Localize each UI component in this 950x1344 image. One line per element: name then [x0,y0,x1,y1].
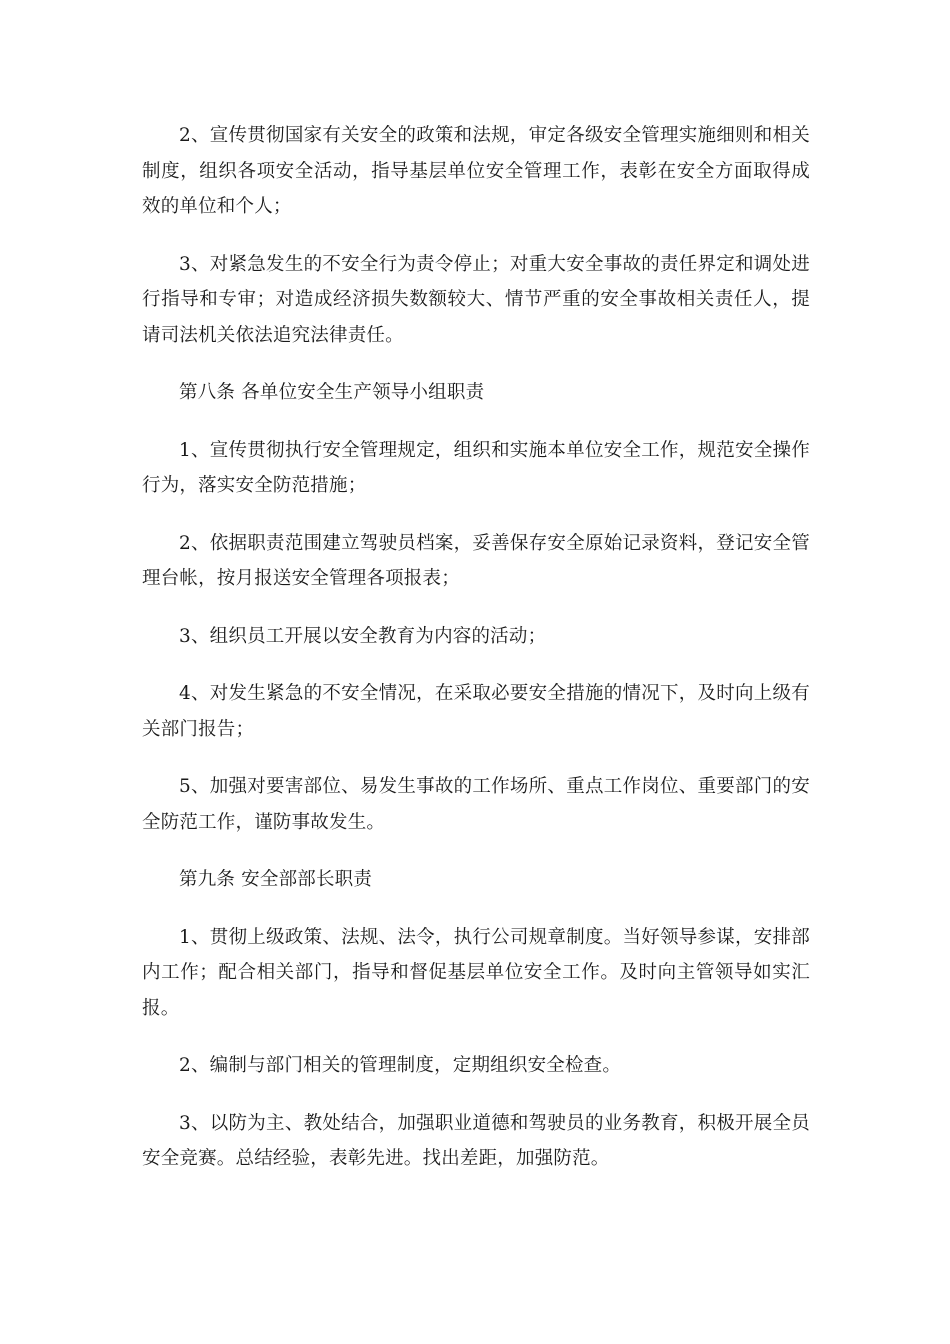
paragraph-article-8-item-1: 1、宣传贯彻执行安全管理规定，组织和实施本单位安全工作，规范安全操作行为，落实安全防范措施； [142,439,810,496]
paragraph-duty-3: 3、对紧急发生的不安全行为责令停止；对重大安全事故的责任界定和调处进行指导和专审；对造成经济损失数额较大、情节严重的安全事故相关责任人，提请司法机关依法追究法律责任。 [142,253,810,346]
paragraph-article-8-item-3: 3、组织员工开展以安全教育为内容的活动； [179,625,547,647]
document-page [142,118,810,1199]
article-9-heading: 第九条 安全部部长职责 [179,869,373,890]
paragraph-duty-2: 2、宣传贯彻国家有关安全的政策和法规，审定各级安全管理实施细则和相关制度，组织各项安全活动，指导基层单位安全管理工作，表彰在安全方面取得成效的单位和个人； [142,125,810,217]
paragraph-article-9-item-2: 2、编制与部门相关的管理制度，定期组织安全检查。 [179,1055,622,1076]
paragraph-article-9-item-3: 3、以防为主、教处结合，加强职业道德和驾驶员的业务教育，积极开展全员安全竞赛。总结经验，表彰先进。找出差距，加强防范。 [142,1112,810,1169]
paragraph-article-8-item-2: 2、依据职责范围建立驾驶员档案，妥善保存安全原始记录资料，登记安全管理台帐，按月报送安全管理各项报表； [142,532,810,589]
paragraph-article-8-item-4: 4、对发生紧急的不安全情况，在采取必要安全措施的情况下，及时向上级有关部门报告； [142,683,810,740]
paragraph-article-9-item-1: 1、贯彻上级政策、法规、法令，执行公司规章制度。当好领导参谋，安排部内工作；配合相关部门，指导和督促基层单位安全工作。及时向主管领导如实汇报。 [142,926,810,1019]
article-8-heading: 第八条 各单位安全生产领导小组职责 [179,382,485,403]
paragraph-article-8-item-5: 5、加强对要害部位、易发生事故的工作场所、重点工作岗位、重要部门的安全防范工作，谨防事故发生。 [142,776,810,833]
